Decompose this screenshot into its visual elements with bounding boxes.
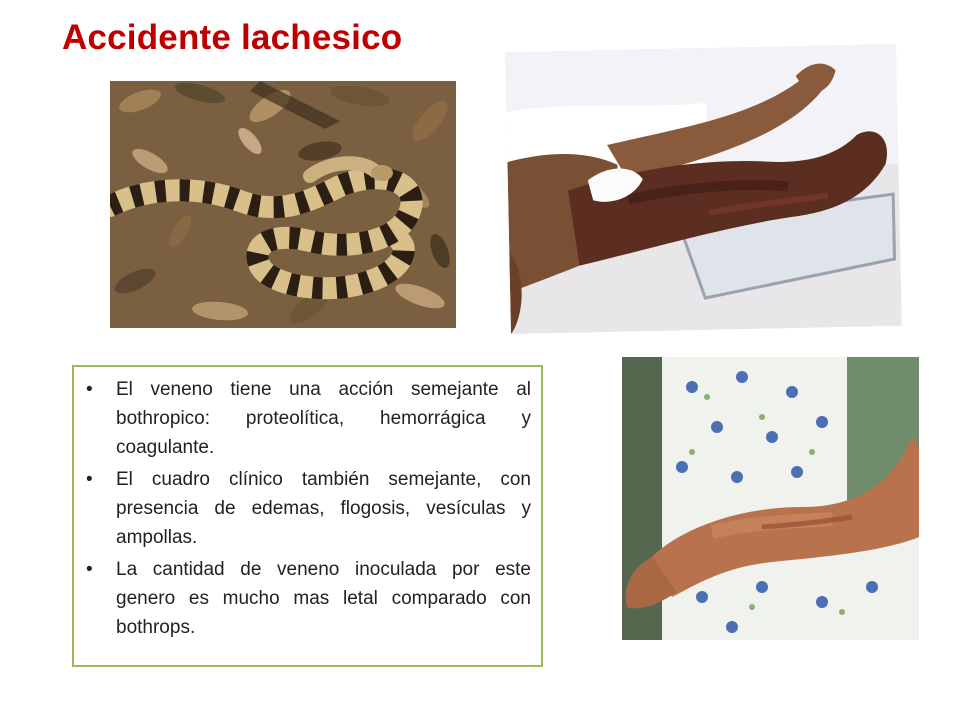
bullet-marker: • [86,379,93,400]
slide-title: Accidente lachesico [62,18,403,57]
bullet-marker: • [86,469,93,490]
arm-photo [622,357,919,640]
bullet-text: El veneno tiene una acción semejante al bothropico: proteolítica, hemorrágica y coagulante. [116,379,531,458]
snake-photo [110,81,456,328]
text-box [72,365,543,667]
bullet-item [84,555,531,642]
bullet-text: El cuadro clínico también semejante, con presencia de edemas, flogosis, vesículas y ampollas. [116,469,531,548]
bullet-item [84,465,531,552]
bullet-text: La cantidad de veneno inoculada por este genero es mucho mas letal comparado con bothrops. [116,559,531,638]
bullet-marker: • [86,559,93,580]
bullet-list [74,367,541,642]
leg-photo [505,44,902,334]
bullet-item [84,375,531,462]
